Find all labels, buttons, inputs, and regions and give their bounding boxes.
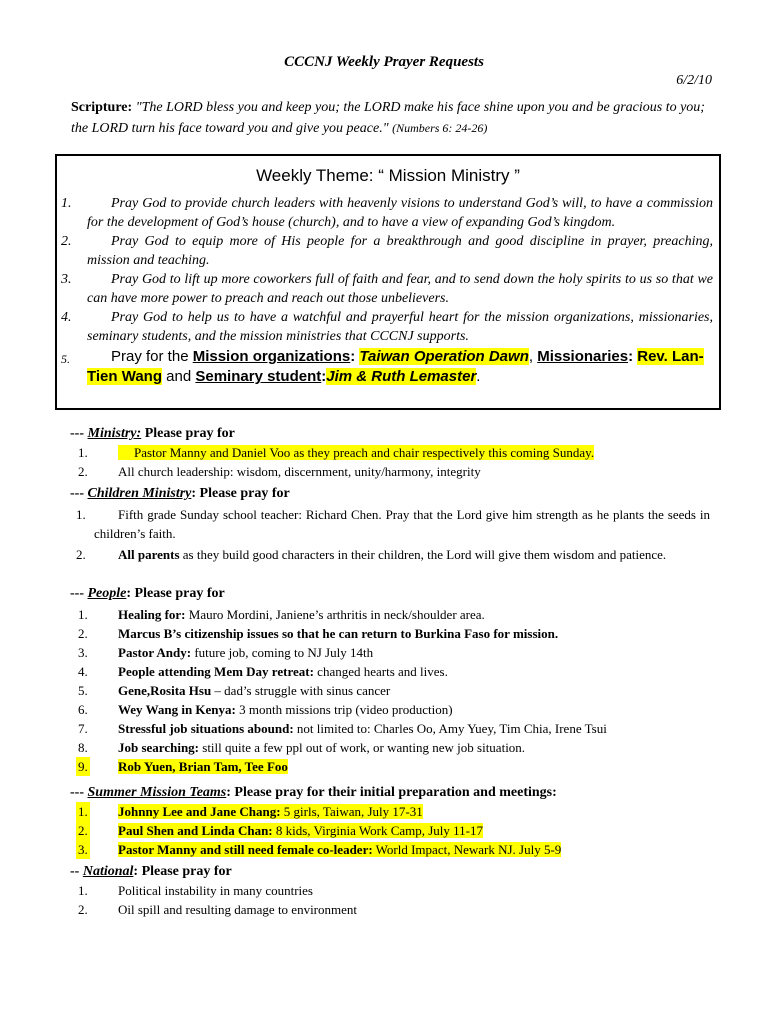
scripture-label: Scripture: [71, 100, 133, 115]
item5-and: and [162, 368, 196, 385]
item-bold-text: Pastor Manny and still need female co-leader: [118, 842, 373, 857]
scripture-reference: (Numbers 6: 24-26) [392, 121, 488, 135]
item-number: 1. [78, 445, 88, 460]
document-title: CCCNJ Weekly Prayer Requests [284, 54, 484, 70]
heading-prefix: --- [70, 785, 88, 800]
theme-item-text: Pray God to provide church leaders with heavenly visions to understand God’s will, to have a commission for the development of God’s house (church), and to have a view of expanding God’s kingdom. [87, 196, 713, 230]
scripture-block [71, 98, 711, 139]
ministry-label: Ministry: [87, 426, 142, 441]
item-text: future job, coming to NJ July 14th [191, 645, 374, 660]
item5-colon: : [350, 348, 360, 365]
item-number: 2. [78, 902, 88, 917]
item-bold-text: Healing for: [118, 607, 186, 622]
missionaries-label: Missionaries [537, 348, 629, 365]
item-text: 8 kids, Virginia Work Camp, July 11-17 [272, 823, 484, 838]
heading-suffix: : Please pray for [133, 864, 232, 879]
item-text: Fifth grade Sunday school teacher: Richard Chen. Pray that the Lord give him strength as he plants the seeds in children’s faith. [94, 507, 710, 541]
list-item [70, 802, 710, 821]
item-number: 2. [76, 547, 86, 562]
theme-item-five [61, 347, 713, 387]
item-text: All church leadership: wisdom, discernment, unity/harmony, integrity [118, 464, 481, 479]
item-number: 1. [78, 607, 88, 622]
weekly-theme-list [61, 194, 713, 387]
heading-suffix: : Please pray for [191, 486, 290, 501]
item5-period: . [476, 368, 481, 385]
people-heading [70, 584, 710, 603]
item-text: Pastor Manny and Daniel Voo as they preach and chair respectively this coming Sunday. [118, 445, 594, 460]
list-item [70, 462, 710, 481]
national-label: National [82, 864, 134, 879]
item5-colon: : [321, 368, 327, 385]
theme-item-number: 5. [61, 352, 70, 366]
heading-prefix: --- [70, 586, 88, 601]
summer-mission-section [70, 783, 710, 859]
theme-item [61, 194, 713, 232]
item-text: 3 month missions trip (video production) [235, 702, 453, 717]
theme-item [61, 308, 713, 346]
theme-item-text: Pray God to lift up more coworkers full of faith and fear, and to send down the holy spirits to us so that we can have more power to preach and reach out those unbelievers. [87, 272, 713, 306]
list-item [70, 545, 710, 564]
list-item [70, 719, 710, 738]
heading-suffix: Please pray for [141, 426, 235, 441]
summer-mission-label: Summer Mission Teams [87, 785, 227, 800]
list-item [70, 700, 710, 719]
item-number: 5. [78, 683, 88, 698]
heading-prefix: --- [70, 486, 88, 501]
theme-item-number: 2. [61, 234, 72, 249]
weekly-theme-title: Weekly Theme: “ Mission Ministry ” [256, 166, 520, 185]
children-ministry-label: Children Ministry [87, 486, 192, 501]
theme-item-text [87, 347, 713, 387]
item-text: Mauro Mordini, Janiene’s arthritis in neck/shoulder area. [185, 607, 485, 622]
children-ministry-section [70, 484, 710, 564]
item-bold-text: Paul Shen and Linda Chan: [118, 823, 273, 838]
theme-item-number: 4. [61, 310, 72, 325]
item-text: as they build good characters in their children, the Lord will give them wisdom and patience. [179, 547, 667, 562]
seminary-student-label: Seminary student [195, 368, 322, 385]
list-item [70, 738, 710, 757]
item-text: changed hearts and lives. [313, 664, 448, 679]
theme-item-text: Pray God to equip more of His people for a breakthrough and good discipline in prayer, preaching, mission and teaching. [87, 234, 713, 268]
item-number: 1. [78, 883, 88, 898]
heading-prefix: -- [70, 864, 83, 879]
mission-organizations-label: Mission organizations [192, 348, 351, 365]
theme-item [61, 232, 713, 270]
list-item [70, 662, 710, 681]
mission-organization-value: Taiwan Operation Dawn [359, 348, 529, 365]
children-ministry-heading [70, 484, 710, 503]
theme-item-text: Pray God to help us to have a watchful and prayerful heart for the mission organizations, missionaries, seminary students, and the mission ministries that CCCNJ supports. [87, 310, 713, 344]
list-item [70, 681, 710, 700]
item-number: 7. [78, 721, 88, 736]
national-section [70, 862, 710, 919]
item-number: 6. [78, 702, 88, 717]
item5-comma: , [528, 348, 538, 365]
list-item [70, 881, 710, 900]
summer-mission-heading [70, 783, 710, 802]
item-text: World Impact, Newark NJ. July 5-9 [372, 842, 562, 857]
item5-prefix: Pray for the [111, 348, 193, 365]
item-number: 2. [78, 626, 88, 641]
list-item [70, 505, 710, 543]
ministry-heading [70, 424, 710, 443]
item-bold-text: Rob Yuen, Brian Tam, Tee Foo [118, 759, 288, 774]
item-text: Oil spill and resulting damage to environment [118, 902, 358, 917]
list-item [70, 900, 710, 919]
item-number: 2. [78, 823, 88, 838]
item-text: – dad’s struggle with sinus cancer [211, 683, 391, 698]
list-item [70, 757, 710, 776]
item-bold-text: Job searching: [118, 740, 200, 755]
list-item [70, 643, 710, 662]
item-bold-text: People attending Mem Day retreat: [118, 664, 314, 679]
item-bold-text: Pastor Andy: [118, 645, 192, 660]
weekly-theme-box [55, 154, 721, 410]
people-label: People [87, 586, 127, 601]
item-number: 3. [78, 842, 88, 857]
seminary-student-value: Jim & Ruth Lemaster [326, 368, 477, 385]
heading-suffix: : Please pray for [126, 586, 225, 601]
item5-colon: : [628, 348, 638, 365]
item-number: 9. [78, 759, 88, 774]
ministry-section [70, 424, 710, 481]
list-item [70, 605, 710, 624]
heading-prefix: --- [70, 426, 88, 441]
item-bold-text: Marcus B’s citizenship issues so that he can return to Burkina Faso for mission. [118, 626, 559, 641]
item-number: 8. [78, 740, 88, 755]
item-number: 3. [78, 645, 88, 660]
document-date: 6/2/10 [676, 73, 712, 88]
list-item [70, 821, 710, 840]
item-bold-text: Gene,Rosita Hsu [118, 683, 212, 698]
item-text: 5 girls, Taiwan, July 17-31 [280, 804, 423, 819]
item-bold-text: All parents [118, 547, 180, 562]
item-number: 4. [78, 664, 88, 679]
item-bold-text: Stressful job situations abound: [118, 721, 294, 736]
item-bold-text: Johnny Lee and Jane Chang: [118, 804, 281, 819]
item-text: not limited to: Charles Oo, Amy Yuey, Tim Chia, Irene Tsui [293, 721, 607, 736]
missionaries-value: Rev. Lan-Tien Wang [87, 348, 704, 385]
item-number: 1. [76, 507, 86, 522]
scripture-text: "The LORD bless you and keep you; the LORD make his face shine upon you and be gracious to you; the LORD turn his face toward you and give you peace." [71, 100, 705, 136]
item-number: 1. [78, 804, 88, 819]
people-section [70, 584, 710, 776]
theme-item-number: 1. [61, 196, 72, 211]
item-text: still quite a few ppl out of work, or wanting new job situation. [199, 740, 526, 755]
list-item [70, 443, 710, 462]
theme-item-number: 3. [61, 272, 72, 287]
list-item [70, 840, 710, 859]
national-heading [70, 862, 710, 881]
theme-item [61, 270, 713, 308]
item-bold-text: Wey Wang in Kenya: [118, 702, 236, 717]
item-number: 2. [78, 464, 88, 479]
heading-suffix: : Please pray for their initial preparation and meetings: [226, 785, 557, 800]
item-text: Political instability in many countries [118, 883, 313, 898]
list-item [70, 624, 710, 643]
